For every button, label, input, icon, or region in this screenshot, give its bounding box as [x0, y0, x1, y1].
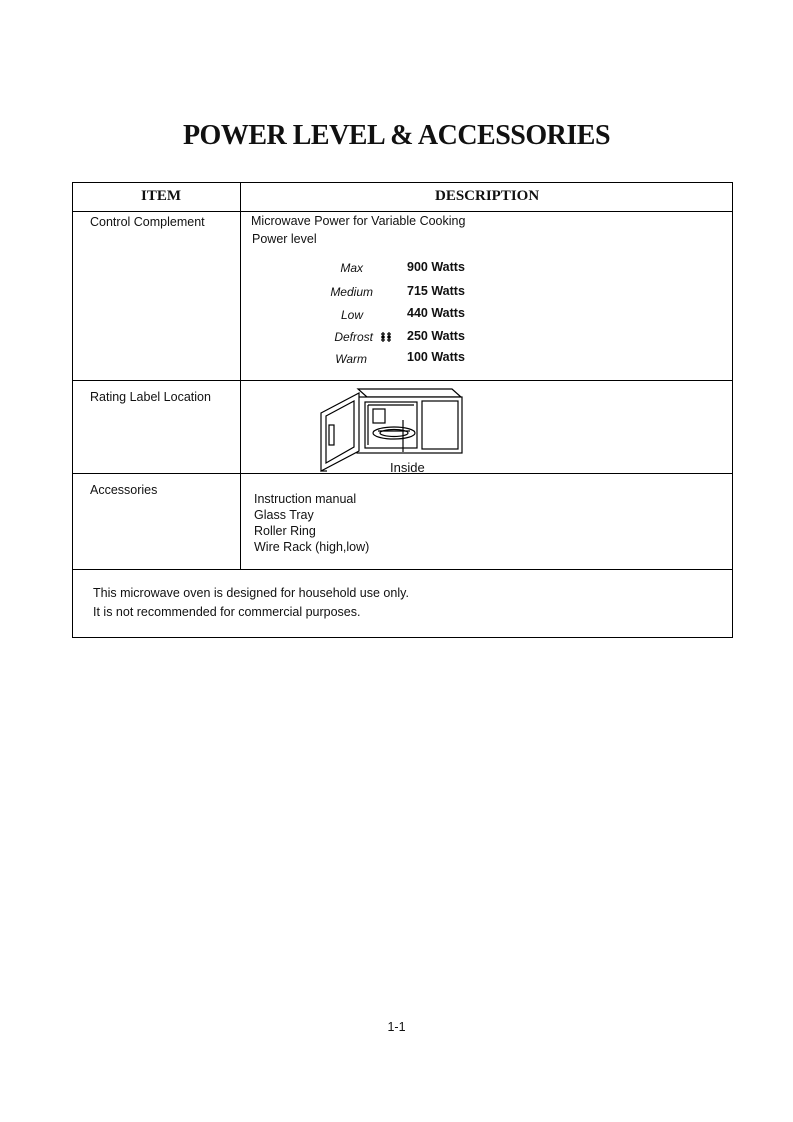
header-item: ITEM [141, 188, 182, 204]
accessory-item: Roller Ring [254, 524, 316, 538]
accessory-item: Instruction manual [254, 492, 357, 506]
accessories-label: Accessories [90, 483, 158, 497]
level-watts-low: 440 Watts [407, 306, 465, 320]
level-name-max: Max [340, 261, 363, 275]
defrost-icon [380, 330, 392, 348]
control-complement-label: Control Complement [90, 215, 205, 229]
accessory-item: Wire Rack (high,low) [254, 540, 370, 554]
rating-label-location-label: Rating Label Location [90, 390, 211, 404]
level-name-warm: Warm [335, 352, 367, 366]
usage-note-line2: It is not recommended for commercial purposes. [93, 605, 361, 619]
page-number: 1-1 [387, 1020, 406, 1034]
usage-note-line1: This microwave oven is designed for household use only. [93, 586, 409, 600]
row-accessories [73, 473, 732, 570]
level-watts-defrost: 250 Watts [407, 329, 465, 343]
control-line1: Microwave Power for Variable Cooking [251, 214, 466, 228]
level-name-defrost: Defrost [334, 330, 373, 344]
level-watts-medium: 715 Watts [407, 284, 465, 298]
control-line2: Power level [252, 232, 317, 246]
page-title: POWER LEVEL & ACCESSORIES [182, 120, 611, 151]
level-watts-warm: 100 Watts [407, 350, 465, 364]
inside-caption: Inside [390, 460, 425, 475]
level-name-medium: Medium [330, 285, 373, 299]
accessory-item: Glass Tray [254, 508, 314, 522]
row-rating-label-location [73, 380, 732, 474]
level-watts-max: 900 Watts [407, 260, 465, 274]
header-description: DESCRIPTION [435, 188, 540, 204]
row-control-complement [73, 211, 732, 381]
row-usage-note [73, 569, 732, 637]
power-accessories-table [72, 182, 733, 638]
level-name-low: Low [340, 308, 363, 322]
